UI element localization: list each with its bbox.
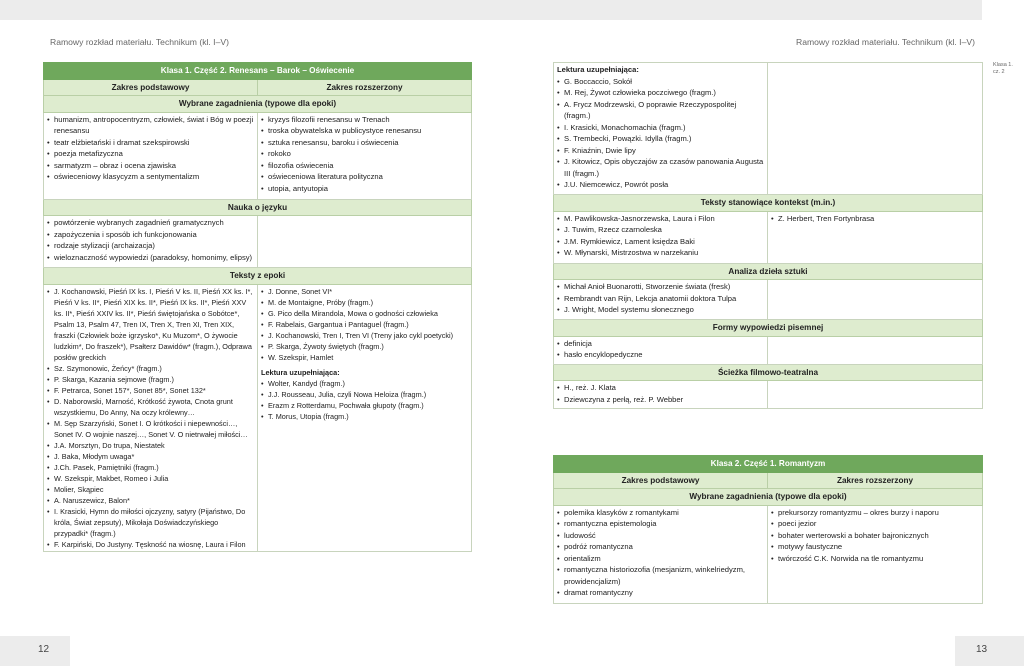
list-item: • dramat romantyczny	[557, 587, 764, 599]
class1-supp-ext	[261, 378, 468, 422]
list-item: • J. Kochanowski, Tren I, Tren VI (Treny jako cykl poetycki)	[261, 330, 468, 341]
class1-texts-ext	[261, 286, 468, 363]
right-context-basic	[557, 213, 764, 259]
side-label: Klasa 1. cz. 2	[993, 62, 1013, 75]
list-item: • Molier, Skąpiec	[47, 484, 254, 495]
page-header-right: Ramowy rozkład materiału. Technikum (kl. I–V)	[796, 37, 975, 47]
list-item: • J.A. Morsztyn, Do trupa, Niestatek	[47, 440, 254, 451]
list-item: • filozofia oświecenia	[261, 160, 468, 172]
list-item: • J.U. Niemcewicz, Powrót posła	[557, 179, 764, 191]
right-forms-header: Formy wypowiedzi pisemnej	[554, 320, 983, 337]
class1-supp-title: Lektura uzupełniająca:	[261, 367, 340, 377]
list-item: • F. Karpiński, Do Justyny. Tęskność na wiosnę, Laura i Filon	[47, 539, 254, 550]
class2-table	[553, 455, 983, 604]
list-item: • Wolter, Kandyd (fragm.)	[261, 378, 468, 389]
class1-language-header: Nauka o języku	[44, 199, 472, 216]
list-item: • humanizm, antropocentryzm, człowiek, świat i Bóg w poezji renesansu	[47, 114, 254, 137]
page-bottom-band-left	[0, 636, 70, 666]
class1-language-basic	[47, 217, 254, 263]
list-item: • J. Tuwim, Rzecz czarnoleska	[557, 224, 764, 236]
list-item: • A. Frycz Modrzewski, O poprawie Rzeczypospolitej (fragm.)	[557, 99, 764, 122]
list-item: • Dziewczyna z perłą, reż. P. Webber	[557, 394, 764, 406]
list-item: • podróż romantyczna	[557, 541, 764, 553]
list-item: • motywy faustyczne	[771, 541, 979, 553]
page-bottom-band-right	[955, 636, 1024, 666]
class1-title: Klasa 1. Część 2. Renesans – Barok – Oświecenie	[44, 63, 472, 80]
list-item: • wieloznaczność wypowiedzi (paradoksy, homonimy, elipsy)	[47, 252, 254, 264]
list-item: • J.M. Rymkiewicz, Lament księdza Baki	[557, 236, 764, 248]
right-context-ext	[771, 213, 979, 225]
list-item: • J. Kochanowski, Pieśń IX ks. I, Pieśń V ks. II, Pieśń XX ks. I*, Pieśń V ks. II*, Pieśń XIX ks. II*, Pieśń IX ks. II*, Pieśń XXV ks. II*, Pieśń XXIV ks. II*, Pieśń świętojańska o Sobótce*, Psalm 13, Psalm 47, Tren IX, Tren X, Tren XI, Tren XIX, fraszki (Człowiek boże igrzysko*, Ku Muzom*, O żywocie ludzkim*, Do fraszek*), Psałterz Dawidów* (fragm.), Odprawa posłów greckich	[47, 286, 254, 363]
list-item: • Rembrandt van Rijn, Lekcja anatomii doktora Tulpa	[557, 293, 764, 305]
list-item: • poezja metafizyczna	[47, 148, 254, 160]
list-item: • F. Rabelais, Gargantua i Pantaguel (fragm.)	[261, 319, 468, 330]
class1-continued-table	[553, 62, 983, 409]
list-item: • P. Skarga, Kazania sejmowe (fragm.)	[47, 374, 254, 385]
page-header-left: Ramowy rozkład materiału. Technikum (kl. I–V)	[50, 37, 229, 47]
list-item: • G. Pico della Mirandola, Mowa o godności człowieka	[261, 308, 468, 319]
right-supp-title: Lektura uzupełniająca:	[557, 65, 639, 74]
class1-issues-ext	[261, 114, 468, 195]
class1-col-basic: Zakres podstawowy	[44, 79, 258, 96]
list-item: • bohater werterowski a bohater bajronicznych	[771, 530, 979, 542]
class2-title: Klasa 2. Część 1. Romantyzm	[554, 456, 983, 473]
list-item: • M. Rej, Żywot człowieka poczciwego (fragm.)	[557, 87, 764, 99]
right-art-basic	[557, 281, 764, 316]
list-item: • T. Morus, Utopia (fragm.)	[261, 411, 468, 422]
list-item: • J.Ch. Pasek, Pamiętniki (fragm.)	[47, 462, 254, 473]
list-item: • rokoko	[261, 148, 468, 160]
class1-texts-header: Teksty z epoki	[44, 268, 472, 285]
list-item: • hasło encyklopedyczne	[557, 349, 764, 361]
list-item: • sztuka renesansu, baroku i oświecenia	[261, 137, 468, 149]
right-film-basic	[557, 382, 764, 405]
class1-texts-basic	[47, 286, 254, 550]
class1-col-ext: Zakres rozszerzony	[258, 79, 472, 96]
list-item: • ludowość	[557, 530, 764, 542]
right-film-header: Ścieżka filmowo-teatralna	[554, 364, 983, 381]
list-item: • orientalizm	[557, 553, 764, 565]
list-item: • Erazm z Rotterdamu, Pochwała głupoty (fragm.)	[261, 400, 468, 411]
list-item: • utopia, antyutopia	[261, 183, 468, 195]
list-item: • A. Naruszewicz, Balon*	[47, 495, 254, 506]
list-item: • Michał Anioł Buonarotti, Stworzenie świata (fresk)	[557, 281, 764, 293]
list-item: • M. Pawlikowska-Jasnorzewska, Laura i Filon	[557, 213, 764, 225]
list-item: • poeci jezior	[771, 518, 979, 530]
list-item: • W. Szekspir, Hamlet	[261, 352, 468, 363]
right-supp-basic	[557, 76, 764, 191]
list-item: • F. Kniaźnin, Dwie lipy	[557, 145, 764, 157]
page-number-left: 12	[38, 644, 50, 655]
list-item: • kryzys filozofii renesansu w Trenach	[261, 114, 468, 126]
list-item: • W. Młynarski, Mistrzostwa w narzekaniu	[557, 247, 764, 259]
right-forms-basic	[557, 338, 764, 361]
page-number-right: 13	[976, 644, 988, 655]
list-item: • sarmatyzm – obraz i ocena zjawiska	[47, 160, 254, 172]
list-item: • S. Trembecki, Powązki. Idylla (fragm.)	[557, 133, 764, 145]
list-item: • F. Petrarca, Sonet 157*, Sonet 85*, Sonet 132*	[47, 385, 254, 396]
class1-issues-basic	[47, 114, 254, 183]
list-item: • J.J. Rousseau, Julia, czyli Nowa Heloiza (fragm.)	[261, 389, 468, 400]
list-item: • M. Sęp Szarzyński, Sonet I. O krótkości i niepewności…, Sonet IV. O wojnie naszej…, Sonet V. O nietrwałej miłości…	[47, 418, 254, 440]
list-item: • definicja	[557, 338, 764, 350]
list-item: • rodzaje stylizacji (archaizacja)	[47, 240, 254, 252]
list-item: • oświeceniowy klasycyzm a sentymentalizm	[47, 171, 254, 183]
list-item: • P. Skarga, Żywoty świętych (fragm.)	[261, 341, 468, 352]
list-item: • troska obywatelska w publicystyce renesansu	[261, 125, 468, 137]
class2-issues-header: Wybrane zagadnienia (typowe dla epoki)	[554, 489, 983, 506]
class2-issues-ext	[771, 507, 979, 565]
list-item: • J. Wright, Model systemu słonecznego	[557, 304, 764, 316]
list-item: • H., reż. J. Klata	[557, 382, 764, 394]
list-item: • W. Szekspir, Makbet, Romeo i Julia	[47, 473, 254, 484]
class2-issues-basic	[557, 507, 764, 599]
list-item: • D. Naborowski, Marność, Krótkość żywota, Cnota grunt wszystkiemu, Do Anny, Na oczy królewny…	[47, 396, 254, 418]
list-item: • prekursorzy romantyzmu – okres burzy i naporu	[771, 507, 979, 519]
list-item: • J. Donne, Sonet VI*	[261, 286, 468, 297]
list-item: • teatr elżbietański i dramat szekspirowski	[47, 137, 254, 149]
list-item: • zapożyczenia i sposób ich funkcjonowania	[47, 229, 254, 241]
list-item: • polemika klasyków z romantykami	[557, 507, 764, 519]
list-item: • romantyczna historiozofia (mesjanizm, winkelriedyzm, prowidencjalizm)	[557, 564, 764, 587]
list-item: • twórczość C.K. Norwida na tle romantyzmu	[771, 553, 979, 565]
list-item: • J. Kitowicz, Opis obyczajów za czasów panowania Augusta III (fragm.)	[557, 156, 764, 179]
class1-table	[43, 62, 472, 552]
page-top-band	[0, 0, 982, 20]
list-item: • J. Baka, Młodym uwaga*	[47, 451, 254, 462]
list-item: • Z. Herbert, Tren Fortynbrasa	[771, 213, 979, 225]
class2-col-ext: Zakres rozszerzony	[768, 472, 983, 489]
list-item: • I. Krasicki, Monachomachia (fragm.)	[557, 122, 764, 134]
list-item: • oświeceniowa literatura polityczna	[261, 171, 468, 183]
list-item: • romantyczna epistemologia	[557, 518, 764, 530]
right-art-header: Analiza dzieła sztuki	[554, 263, 983, 280]
list-item: • powtórzenie wybranych zagadnień gramatycznych	[47, 217, 254, 229]
class2-col-basic: Zakres podstawowy	[554, 472, 768, 489]
class1-issues-header: Wybrane zagadnienia (typowe dla epoki)	[44, 96, 472, 113]
list-item: • G. Boccaccio, Sokół	[557, 76, 764, 88]
right-context-header: Teksty stanowiące kontekst (m.in.)	[554, 195, 983, 212]
list-item: • M. de Montaigne, Próby (fragm.)	[261, 297, 468, 308]
list-item: • Sz. Szymonowic, Żeńcy* (fragm.)	[47, 363, 254, 374]
list-item: • I. Krasicki, Hymn do miłości ojczyzny, satyry (Pijaństwo, Do króla, Świat zepsuty), Mikołaja Doświadczyńskiego przypadki* (fragm.)	[47, 506, 254, 539]
